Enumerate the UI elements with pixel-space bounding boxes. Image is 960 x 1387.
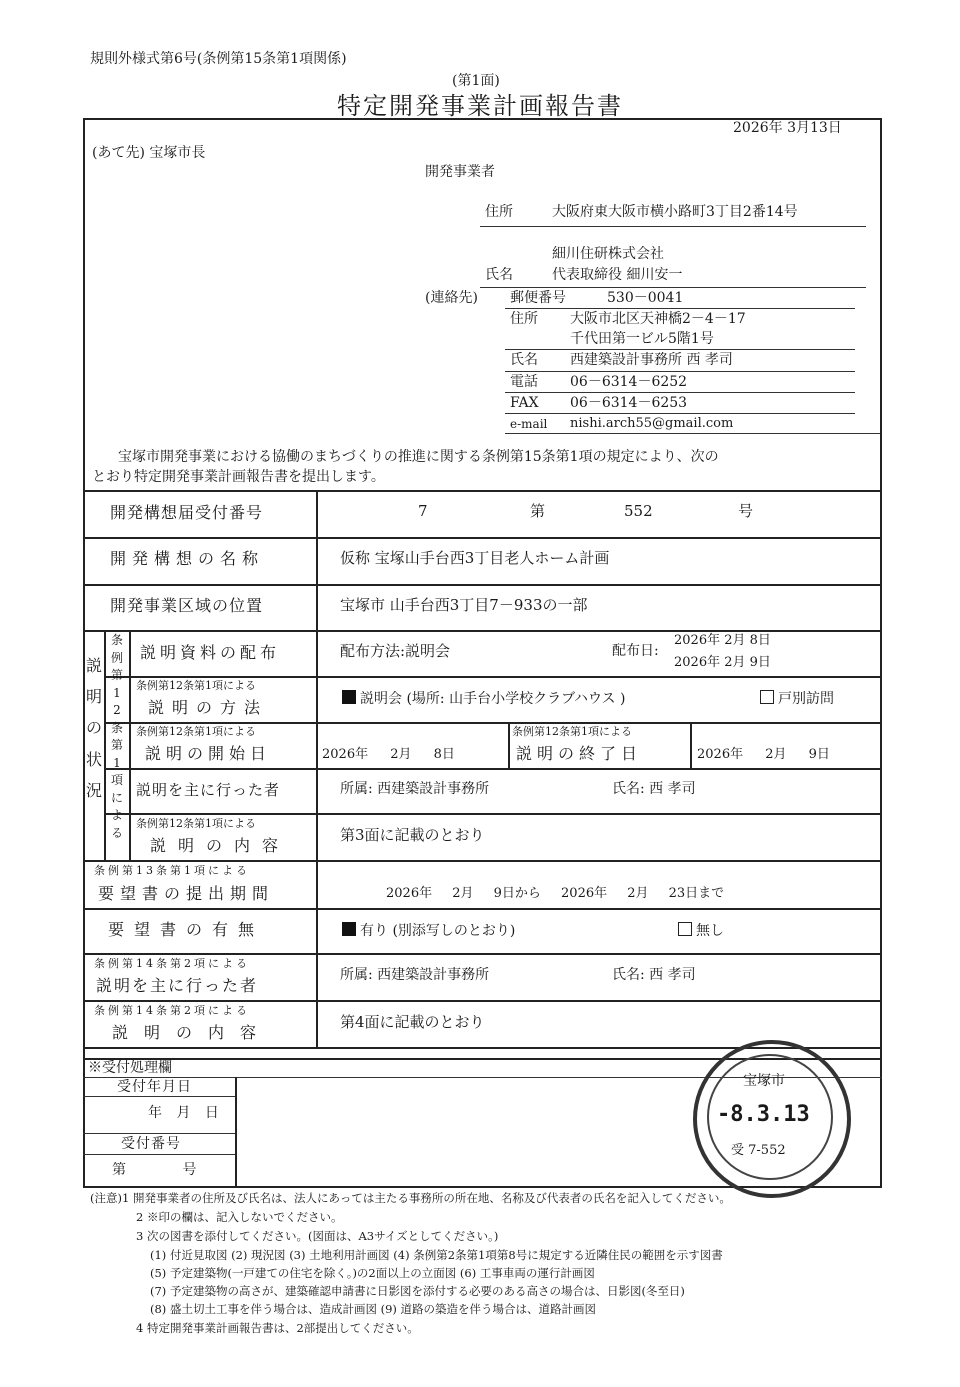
- distribution-date-label: 配布日:: [612, 643, 659, 659]
- end-label: 説明の終了日: [516, 744, 643, 763]
- fax-label: FAX: [510, 395, 539, 411]
- label-col-divider: [316, 490, 318, 1047]
- group-col-divider: [104, 630, 106, 860]
- note-3-1: (1) 付近見取図 (2) 現況図 (3) 土地利用計画図 (4) 条例第2条第1項第8号に規定する近隣住民の範囲を示す図書: [150, 1248, 723, 1262]
- table-line: [104, 722, 882, 724]
- table-line: [83, 908, 882, 910]
- developer-name: 代表取締役 細川安一: [552, 267, 683, 283]
- email-underline: [505, 433, 880, 434]
- p14-sub-label: 条例第14条第2項による: [94, 957, 250, 970]
- office-date-label: 受付年月日: [117, 1079, 192, 1095]
- method-sub-label: 条例第12条第1項による: [136, 679, 256, 692]
- request-no: [678, 922, 724, 938]
- side-char: 2: [113, 703, 121, 718]
- note-3: 3 次の図書を添付してください。(図面は、A3サイズとしてください。): [136, 1229, 499, 1243]
- postal-code: 530－0041: [607, 290, 684, 306]
- end-date-divider-right: [690, 722, 692, 768]
- contact-name-label: 氏名: [510, 352, 538, 368]
- note-3-2: (5) 予定建築物(一戸建ての住宅を除く。)の2面以上の立面図 (6) 工事車両の運行計画図: [150, 1266, 595, 1280]
- intro-line-1: 宝塚市開発事業における協働のまちづくりの推進に関する条例第15条第1項の規定により、次の: [118, 449, 719, 465]
- tel-underline: [505, 392, 855, 393]
- office-date-value: 年 月 日: [148, 1105, 219, 1121]
- table-top-line: [83, 490, 882, 492]
- request-yes: [342, 922, 515, 938]
- contact-name: 西建築設計事務所 西 孝司: [570, 352, 733, 368]
- contact-label: (連絡先): [425, 290, 478, 306]
- receipt-label: 開発構想届受付番号: [110, 503, 264, 522]
- request-has-label: 要望書の有無: [108, 920, 265, 939]
- end-date-divider-left: [508, 722, 510, 768]
- presenter-label: 説明を主に行った者: [136, 781, 281, 799]
- note-3-4: (8) 盛土切土工事を伴う場合は、造成計画図 (9) 道路の築造を伴う場合は、道路計画図: [150, 1302, 597, 1316]
- office-no-value: 第 号: [112, 1162, 197, 1178]
- note-3-3: (7) 予定建築物の高さが、建築確認申請書に日影図を添付する必要のある高さの場合は、日影図(冬至日): [150, 1284, 685, 1298]
- fax-value: 06－6314－6253: [570, 395, 688, 411]
- side-char: 例: [110, 650, 123, 665]
- office-line: [83, 1096, 235, 1097]
- side-char: 第: [110, 738, 123, 753]
- request-period-label: 要望書の提出期間: [98, 884, 275, 903]
- receipt-dai: 第: [530, 502, 546, 520]
- stamp-bottom-text: 受 7-552: [731, 1143, 786, 1158]
- method-value-text: 説明会 (場所: 山手台小学校クラブハウス ): [360, 691, 626, 707]
- subgroup-col-divider: [129, 630, 131, 860]
- postal-label: 郵便番号: [510, 290, 566, 306]
- office-no-label: 受付番号: [121, 1136, 181, 1152]
- p14-affiliation: 所属: 西建築設計事務所: [340, 967, 490, 983]
- method-label: 説明の方法: [148, 698, 269, 717]
- stamp-date: -8.3.13: [717, 1102, 810, 1127]
- checkbox-checked-icon[interactable]: [342, 922, 356, 936]
- side-char: 第: [110, 668, 123, 683]
- developer-address: 大阪府東大阪市横小路町3丁目2番14号: [552, 204, 798, 220]
- distribution-method: 配布方法:説明会: [340, 642, 451, 660]
- method-other: [760, 690, 834, 706]
- distribution-date-2: 2026年 2月 9日: [674, 655, 771, 670]
- note-4: 4 特定開発事業計画報告書は、2部提出してください。: [136, 1321, 419, 1335]
- side-char: る: [110, 825, 123, 840]
- contact-address-1: 大阪市北区天神橋2－4－17: [570, 311, 746, 327]
- request-period: 2026年 2月 9日から 2026年 2月 23日まで: [386, 886, 725, 901]
- presenter-name: 氏名: 西 孝司: [612, 781, 696, 797]
- method-other-text: 戸別訪問: [778, 691, 834, 707]
- form-code: 規則外様式第6号(条例第15条第1項関係): [90, 51, 347, 67]
- note-1: (注意)1 開発事業者の住所及び氏名は、法人にあっては主たる事務所の所在地、名称及び代表者の氏名を記入してください。: [90, 1191, 731, 1205]
- office-line: [83, 1154, 235, 1155]
- postal-underline: [505, 308, 855, 309]
- distribution-label: 説明資料の配布: [140, 643, 281, 662]
- end-date: 2026年 2月 9日: [697, 747, 830, 762]
- name-underline: [480, 287, 866, 288]
- location-value: 宝塚市 山手台西3丁目7－933の一部: [340, 596, 588, 614]
- receipt-prefix: 7: [418, 502, 428, 520]
- developer-company: 細川住研株式会社: [552, 246, 664, 262]
- side-char: 条: [110, 633, 123, 647]
- receipt-go: 号: [738, 502, 754, 520]
- p14c-content-value: 第4面に記載のとおり: [340, 1013, 485, 1031]
- table-line: [83, 584, 882, 586]
- intro-line-2: とおり特定開発事業計画報告書を提出します。: [92, 469, 385, 485]
- side-char: 1: [113, 685, 121, 700]
- office-divider: [235, 1077, 237, 1188]
- side-char: 条: [110, 720, 123, 735]
- developer-name-label: 氏名: [485, 267, 513, 283]
- location-label: 開発事業区域の位置: [110, 596, 264, 615]
- addressee: (あて先) 宝塚市長: [92, 145, 206, 161]
- side-char: 項: [110, 773, 123, 788]
- table-line: [104, 676, 882, 678]
- distribution-date-1: 2026年 2月 8日: [674, 633, 771, 648]
- p14c-sub-label: 条例第14条第2項による: [94, 1004, 250, 1017]
- side-label-explanation-status: [86, 650, 102, 806]
- request-yes-text: 有り (別添写しのとおり): [360, 923, 516, 939]
- side-char: 状: [86, 749, 103, 769]
- side-char: 説: [86, 656, 103, 675]
- developer-heading: 開発事業者: [425, 164, 495, 180]
- start-label: 説明の開始日: [145, 744, 272, 763]
- contact-address-underline: [505, 349, 855, 350]
- developer-address-label: 住所: [485, 204, 513, 220]
- face-label: (第1面): [452, 73, 500, 89]
- checkbox-checked-icon[interactable]: [342, 690, 356, 704]
- email-value[interactable]: nishi.arch55@gmail.com: [570, 416, 734, 431]
- side-char: に: [110, 790, 123, 805]
- end-sub-label: 条例第12条第1項による: [512, 725, 632, 738]
- content-label: 説明の内容: [150, 836, 291, 855]
- table-line: [83, 537, 882, 539]
- method-value: [342, 690, 625, 706]
- table-line: [83, 860, 882, 862]
- receipt-number: 552: [624, 502, 653, 520]
- p14c-content-label: 説明の内容: [112, 1023, 273, 1042]
- checkbox-empty-icon[interactable]: [760, 690, 774, 704]
- side-char: の: [86, 718, 103, 738]
- checkbox-empty-icon[interactable]: [678, 922, 692, 936]
- p14-name: 氏名: 西 孝司: [612, 967, 696, 983]
- side-char: よ: [110, 808, 123, 823]
- fax-underline: [505, 413, 855, 414]
- page-title: 特定開発事業計画報告書: [337, 92, 623, 120]
- request-sub-label: 条例第13条第1項による: [94, 864, 250, 877]
- side-char: 況: [86, 780, 103, 800]
- note-2: 2 ※印の欄は、記入しないでください。: [136, 1210, 343, 1224]
- stamp-top-text: 宝塚市: [743, 1073, 785, 1089]
- office-line: [83, 1133, 235, 1134]
- contact-name-underline: [505, 371, 855, 372]
- contact-address-label: 住所: [510, 311, 538, 327]
- report-date: 2026年 3月13日: [733, 120, 842, 136]
- tel-value: 06－6314－6252: [570, 374, 688, 390]
- table-line: [83, 1000, 882, 1002]
- tel-label: 電話: [510, 374, 538, 390]
- address-underline: [480, 226, 866, 227]
- receipt-stamp: [693, 1040, 851, 1198]
- project-name: 仮称 宝塚山手台西3丁目老人ホーム計画: [340, 549, 610, 567]
- start-date: 2026年 2月 8日: [322, 747, 455, 762]
- email-label: e-mail: [510, 417, 548, 431]
- table-line: [104, 813, 882, 815]
- contact-address-2: 千代田第一ビル5階1号: [570, 331, 714, 347]
- presenter-affiliation: 所属: 西建築設計事務所: [340, 781, 490, 797]
- side-char: 明: [86, 687, 103, 707]
- office-heading: ※受付処理欄: [88, 1060, 172, 1076]
- request-no-text: 無し: [696, 923, 724, 939]
- project-name-label: 開発構想の名称: [110, 549, 265, 568]
- table-line: [83, 953, 882, 955]
- side-char: 1: [113, 755, 121, 770]
- content-sub-label: 条例第12条第1項による: [136, 817, 256, 830]
- table-line: [104, 768, 882, 770]
- table-line: [83, 630, 882, 632]
- start-sub-label: 条例第12条第1項による: [136, 725, 256, 738]
- p14-presenter-label: 説明を主に行った者: [96, 976, 259, 995]
- content-value: 第3面に記載のとおり: [340, 826, 485, 844]
- side-label-article-12: [109, 632, 125, 842]
